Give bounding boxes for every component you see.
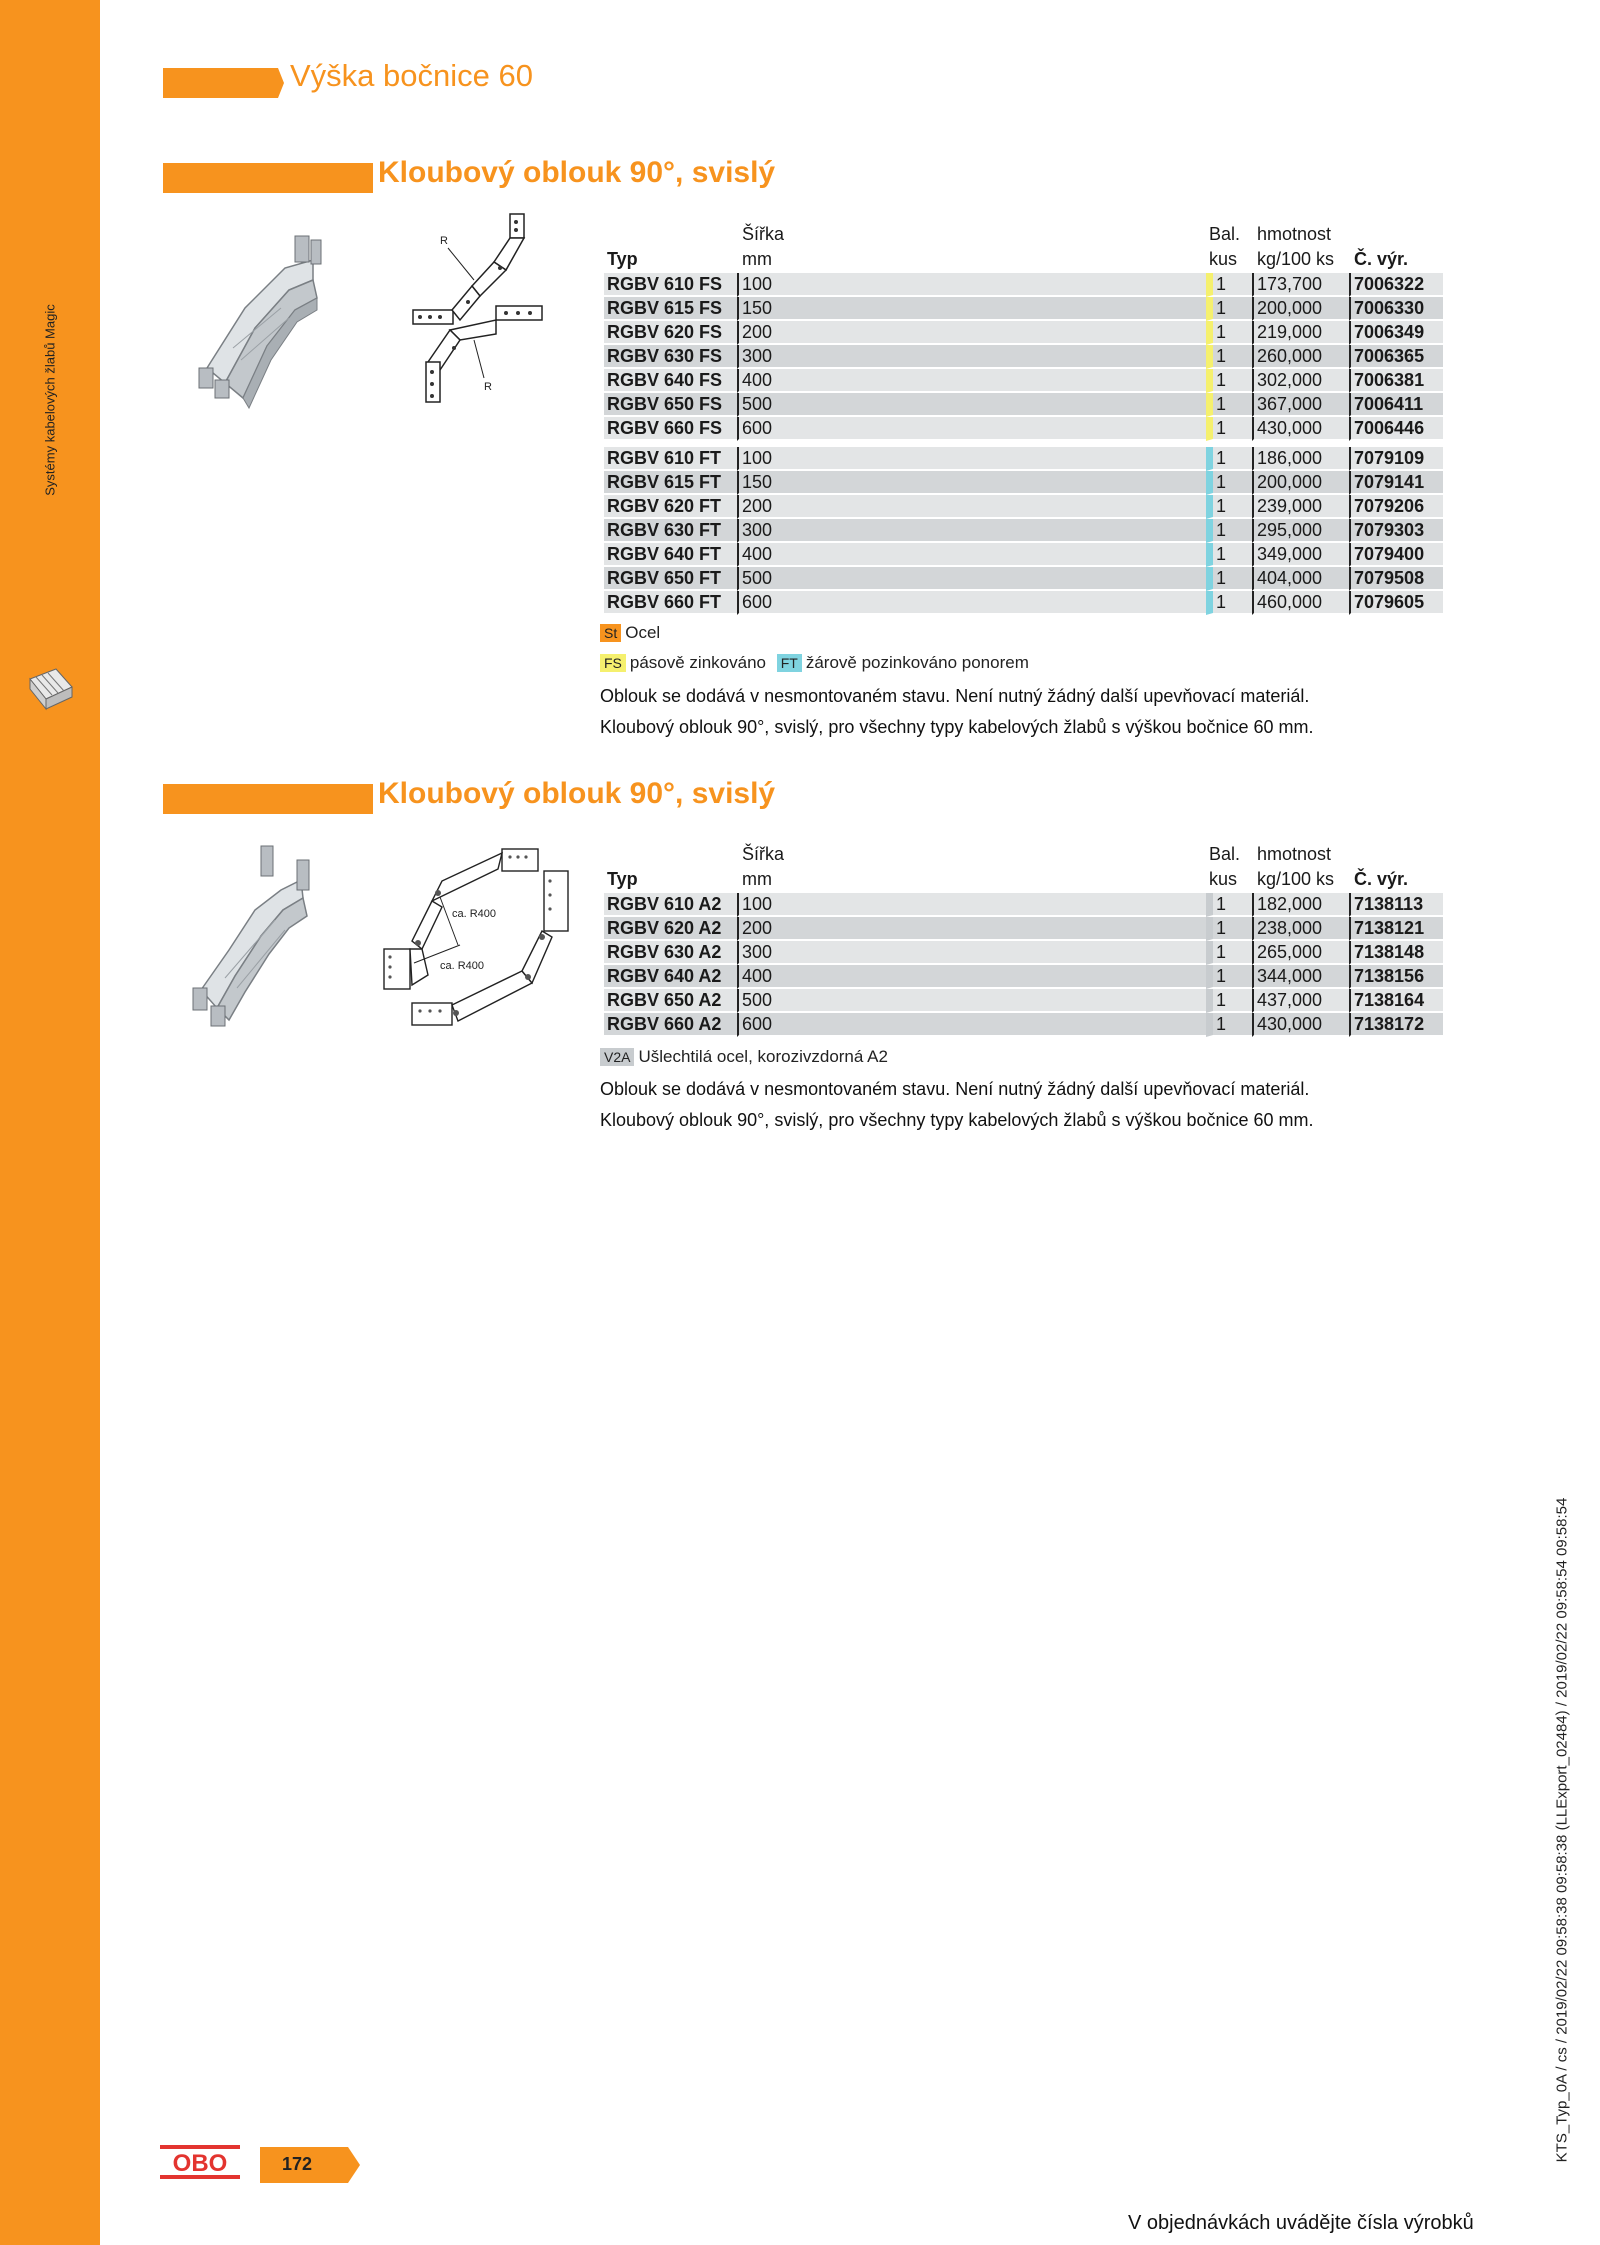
table-row xyxy=(604,567,1443,591)
cell-typ: RGBV 650 FS xyxy=(604,393,737,417)
cell-width: 600 xyxy=(737,417,1206,441)
table-row xyxy=(604,471,1443,495)
cell-article-number: 7079109 xyxy=(1349,447,1443,471)
cell-width: 300 xyxy=(737,345,1206,369)
product-note: Oblouk se dodává v nesmontovaném stavu. Není nutný žádný další upevňovací materiál. xyxy=(600,686,1310,706)
sidebar-label: Systémy kabelových žlabů Magic xyxy=(42,304,58,496)
obo-logo-text: OBO xyxy=(172,2150,228,2177)
col-weight-label: hmotnost xyxy=(1252,843,1349,868)
col-width-label: Šířka xyxy=(737,843,1206,868)
header-accent-bar xyxy=(163,68,273,98)
col-bal-unit: kus xyxy=(1206,248,1252,273)
cell-width: 200 xyxy=(737,321,1206,345)
cell-article-number: 7138148 xyxy=(1349,941,1443,965)
cell-width: 100 xyxy=(737,893,1206,917)
cell-weight: 295,000 xyxy=(1252,519,1349,543)
cell-typ: RGBV 640 FS xyxy=(604,369,737,393)
cell-bal: 1 xyxy=(1206,321,1252,345)
cell-article-number: 7006381 xyxy=(1349,369,1443,393)
product-note: Kloubový oblouk 90°, svislý, pro všechny typy kabelových žlabů s výškou bočnice 60 mm. xyxy=(600,1110,1314,1130)
cell-weight: 173,700 xyxy=(1252,273,1349,297)
col-width-label: Šířka xyxy=(737,223,1206,248)
cell-bal: 1 xyxy=(1206,989,1252,1013)
cell-bal: 1 xyxy=(1206,417,1252,441)
cell-bal: 1 xyxy=(1206,495,1252,519)
cell-typ: RGBV 640 FT xyxy=(604,543,737,567)
cell-width: 200 xyxy=(737,495,1206,519)
legend-code: St xyxy=(600,624,621,642)
cell-width: 300 xyxy=(737,941,1206,965)
cell-width: 100 xyxy=(737,447,1206,471)
legend-text: Ušlechtilá ocel, korozivzdorná A2 xyxy=(638,1047,888,1066)
cell-typ: RGBV 620 FS xyxy=(604,321,737,345)
cell-article-number: 7006330 xyxy=(1349,297,1443,321)
cell-typ: RGBV 630 FS xyxy=(604,345,737,369)
cell-bal: 1 xyxy=(1206,893,1252,917)
cell-weight: 200,000 xyxy=(1252,471,1349,495)
col-bal-unit: kus xyxy=(1206,868,1252,893)
product-note: Kloubový oblouk 90°, svislý, pro všechny typy kabelových žlabů s výškou bočnice 60 mm. xyxy=(600,717,1314,737)
cell-width: 500 xyxy=(737,567,1206,591)
col-weight-unit: kg/100 ks xyxy=(1252,248,1349,273)
cell-weight: 349,000 xyxy=(1252,543,1349,567)
cell-bal: 1 xyxy=(1206,1013,1252,1037)
cell-weight: 219,000 xyxy=(1252,321,1349,345)
legend-text: žárově pozinkováno ponorem xyxy=(805,653,1029,672)
cell-weight: 260,000 xyxy=(1252,345,1349,369)
cell-article-number: 7006446 xyxy=(1349,417,1443,441)
cell-weight: 404,000 xyxy=(1252,567,1349,591)
cell-article-number: 7138113 xyxy=(1349,893,1443,917)
table-row xyxy=(604,393,1443,417)
col-bal-label: Bal. xyxy=(1206,223,1252,248)
cell-weight: 344,000 xyxy=(1252,965,1349,989)
drawing-radius-label: R xyxy=(440,235,448,247)
cell-typ: RGBV 610 A2 xyxy=(604,893,737,917)
table-row xyxy=(604,965,1443,989)
col-typ-label: Typ xyxy=(604,248,737,273)
section-accent-bar xyxy=(163,784,373,814)
product-photo-bend xyxy=(185,218,335,418)
cell-weight: 460,000 xyxy=(1252,591,1349,615)
cell-article-number: 7006349 xyxy=(1349,321,1443,345)
cell-bal: 1 xyxy=(1206,965,1252,989)
cell-bal: 1 xyxy=(1206,567,1252,591)
table-header-row xyxy=(604,843,1443,868)
material-legend xyxy=(600,623,660,643)
drawing-radius-label: ca. R400 xyxy=(440,960,485,972)
cell-bal: 1 xyxy=(1206,393,1252,417)
cell-bal: 1 xyxy=(1206,273,1252,297)
table-row xyxy=(604,519,1443,543)
table-row xyxy=(604,893,1443,917)
cell-width: 400 xyxy=(737,543,1206,567)
cell-article-number: 7138172 xyxy=(1349,1013,1443,1037)
cell-width: 100 xyxy=(737,273,1206,297)
table-row xyxy=(604,345,1443,369)
table-row xyxy=(604,297,1443,321)
cell-article-number: 7079303 xyxy=(1349,519,1443,543)
cell-article-number: 7138121 xyxy=(1349,917,1443,941)
cell-typ: RGBV 610 FS xyxy=(604,273,737,297)
legend-text: Ocel xyxy=(625,623,661,642)
cell-typ: RGBV 615 FS xyxy=(604,297,737,321)
cell-article-number: 7079605 xyxy=(1349,591,1443,615)
table-row xyxy=(604,917,1443,941)
cell-weight: 437,000 xyxy=(1252,989,1349,1013)
col-width-unit: mm xyxy=(737,248,1206,273)
cell-weight: 367,000 xyxy=(1252,393,1349,417)
cell-typ: RGBV 660 FT xyxy=(604,591,737,615)
cell-width: 600 xyxy=(737,1013,1206,1037)
cell-typ: RGBV 650 FT xyxy=(604,567,737,591)
section-title: Kloubový oblouk 90°, svislý xyxy=(378,156,776,189)
technical-drawing-bend xyxy=(410,210,550,415)
cell-width: 150 xyxy=(737,297,1206,321)
cell-article-number: 7079141 xyxy=(1349,471,1443,495)
cell-typ: RGBV 650 A2 xyxy=(604,989,737,1013)
table-row xyxy=(604,369,1443,393)
table-header-row xyxy=(604,248,1443,273)
legend-text: pásově zinkováno xyxy=(629,653,766,672)
cell-weight: 430,000 xyxy=(1252,1013,1349,1037)
section-accent-bar xyxy=(163,163,373,193)
product-photo-bend xyxy=(185,840,325,1035)
cell-typ: RGBV 660 FS xyxy=(604,417,737,441)
finish-legend xyxy=(600,653,1029,673)
cell-article-number: 7079206 xyxy=(1349,495,1443,519)
cell-bal: 1 xyxy=(1206,471,1252,495)
cell-bal: 1 xyxy=(1206,917,1252,941)
obo-logo xyxy=(160,2145,240,2179)
cell-weight: 182,000 xyxy=(1252,893,1349,917)
cell-article-number: 7006322 xyxy=(1349,273,1443,297)
cell-weight: 186,000 xyxy=(1252,447,1349,471)
legend-code: FS xyxy=(600,654,626,672)
page-title: Výška bočnice 60 xyxy=(290,58,533,93)
cell-bal: 1 xyxy=(1206,447,1252,471)
table-row xyxy=(604,447,1443,471)
table-header-row xyxy=(604,868,1443,893)
product-table xyxy=(604,843,1443,1037)
drawing-radius-label: R xyxy=(484,381,492,393)
cell-bal: 1 xyxy=(1206,345,1252,369)
cell-weight: 430,000 xyxy=(1252,417,1349,441)
cell-width: 300 xyxy=(737,519,1206,543)
cell-typ: RGBV 610 FT xyxy=(604,447,737,471)
export-metadata: KTS_Typ_0A / cs / 2019/02/22 09:58:38 09:58:38 (LLExport_02484) / 2019/02/22 09:58:54 09:58:54 xyxy=(1553,1497,1571,2163)
cell-bal: 1 xyxy=(1206,941,1252,965)
cell-article-number: 7079400 xyxy=(1349,543,1443,567)
col-bal-label: Bal. xyxy=(1206,843,1252,868)
table-header-row xyxy=(604,223,1443,248)
table-row xyxy=(604,417,1443,441)
table-row xyxy=(604,591,1443,615)
cell-typ: RGBV 620 FT xyxy=(604,495,737,519)
cell-width: 400 xyxy=(737,369,1206,393)
cell-typ: RGBV 620 A2 xyxy=(604,917,737,941)
cell-width: 200 xyxy=(737,917,1206,941)
cell-bal: 1 xyxy=(1206,519,1252,543)
cell-width: 400 xyxy=(737,965,1206,989)
cell-typ: RGBV 630 FT xyxy=(604,519,737,543)
technical-drawing-bend xyxy=(382,845,572,1030)
cell-weight: 200,000 xyxy=(1252,297,1349,321)
drawing-radius-label: ca. R400 xyxy=(452,908,497,920)
cable-tray-icon xyxy=(26,665,76,713)
cell-weight: 265,000 xyxy=(1252,941,1349,965)
table-row xyxy=(604,1013,1443,1037)
cell-width: 150 xyxy=(737,471,1206,495)
header-arrow-tip xyxy=(272,68,284,98)
cell-bal: 1 xyxy=(1206,591,1252,615)
col-width-unit: mm xyxy=(737,868,1206,893)
table-row xyxy=(604,543,1443,567)
table-row xyxy=(604,321,1443,345)
col-weight-unit: kg/100 ks xyxy=(1252,868,1349,893)
cell-bal: 1 xyxy=(1206,297,1252,321)
col-weight-label: hmotnost xyxy=(1252,223,1349,248)
cell-weight: 239,000 xyxy=(1252,495,1349,519)
cell-weight: 302,000 xyxy=(1252,369,1349,393)
product-table xyxy=(604,223,1443,615)
cell-article-number: 7079508 xyxy=(1349,567,1443,591)
cell-typ: RGBV 615 FT xyxy=(604,471,737,495)
product-note: Oblouk se dodává v nesmontovaném stavu. Není nutný žádný další upevňovací materiál. xyxy=(600,1079,1310,1099)
table-row xyxy=(604,989,1443,1013)
cell-typ: RGBV 660 A2 xyxy=(604,1013,737,1037)
material-legend xyxy=(600,1047,888,1067)
table-row xyxy=(604,273,1443,297)
col-nr-label: Č. výr. xyxy=(1349,248,1443,273)
cell-width: 600 xyxy=(737,591,1206,615)
cell-weight: 238,000 xyxy=(1252,917,1349,941)
footer-text: V objednávkách uvádějte čísla výrobků xyxy=(1128,2212,1474,2234)
cell-article-number: 7138164 xyxy=(1349,989,1443,1013)
legend-code: FT xyxy=(777,654,802,672)
col-nr-label: Č. výr. xyxy=(1349,868,1443,893)
cell-width: 500 xyxy=(737,393,1206,417)
cell-article-number: 7138156 xyxy=(1349,965,1443,989)
table-row xyxy=(604,495,1443,519)
page-number: 172 xyxy=(282,2154,313,2174)
cell-bal: 1 xyxy=(1206,543,1252,567)
legend-code: V2A xyxy=(600,1048,634,1066)
cell-article-number: 7006411 xyxy=(1349,393,1443,417)
cell-typ: RGBV 630 A2 xyxy=(604,941,737,965)
table-row xyxy=(604,941,1443,965)
col-typ-label: Typ xyxy=(604,868,737,893)
section-title: Kloubový oblouk 90°, svislý xyxy=(378,777,776,810)
cell-article-number: 7006365 xyxy=(1349,345,1443,369)
cell-bal: 1 xyxy=(1206,369,1252,393)
cell-typ: RGBV 640 A2 xyxy=(604,965,737,989)
cell-width: 500 xyxy=(737,989,1206,1013)
